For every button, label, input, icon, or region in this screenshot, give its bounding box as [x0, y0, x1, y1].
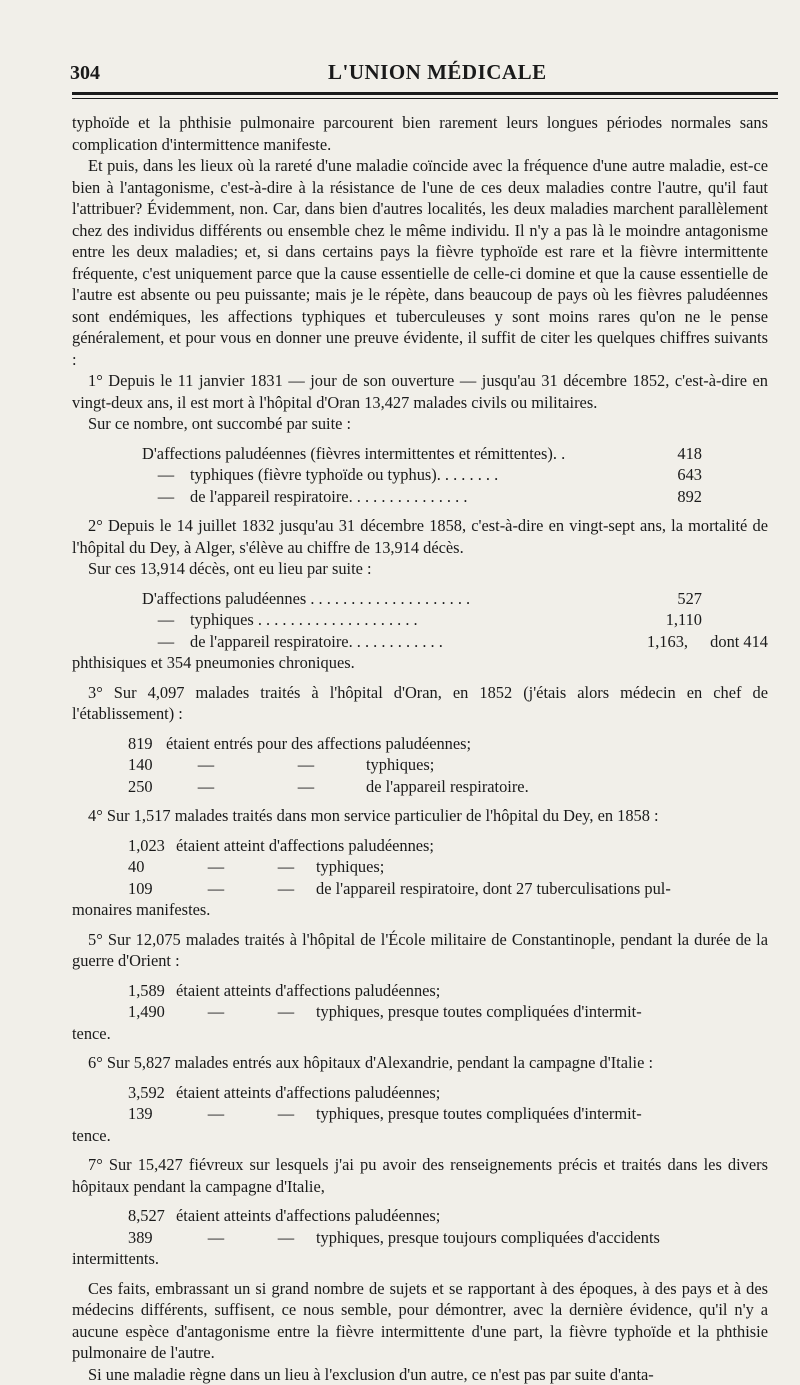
list-item: 140 — — typhiques; [128, 754, 768, 776]
header-rule-thick [72, 92, 778, 95]
paragraph: tence. [72, 1023, 768, 1045]
stat-list-4 [72, 835, 768, 900]
list-item: 109 — — de l'appareil respiratoire, dont 27 tuberculisations pul- [128, 878, 768, 900]
stat-item-2: 2° Depuis le 14 juillet 1832 jusqu'au 31 décembre 1858, c'est-à-dire en vingt-sept ans, la mortalité de l'hôpital du Dey, à Alger, s'élève au chiffre de 13,914 décès. [72, 515, 768, 558]
journal-title: L'UNION MÉDICALE [328, 60, 547, 85]
list-item: 1,589 étaient atteints d'affections paludéennes; [128, 980, 768, 1002]
list-item: — typhiques . . . . . . . . . . . . . . . . . . . . 1,110 [142, 609, 702, 631]
list-item: 1,490 — — typhiques, presque toutes compliquées d'intermit- [128, 1001, 768, 1023]
stat-list-1 [72, 443, 702, 508]
page-number: 304 [70, 62, 100, 85]
stat-item-7: 7° Sur 15,427 fiévreux sur lesquels j'ai pu avoir des renseignements précis et traités dans les divers hôpitaux pendant la campagne d'Italie, [72, 1154, 768, 1197]
stat-item-4: 4° Sur 1,517 malades traités dans mon service particulier de l'hôpital du Dey, en 1858 : [72, 805, 768, 827]
article-body [72, 112, 768, 1385]
list-item: 1,023 étaient atteint d'affections paludéennes; [128, 835, 768, 857]
list-item: — de l'appareil respiratoire. . . . . . . . . . . . . . . 892 [142, 486, 702, 508]
list-item: 3,592 étaient atteints d'affections paludéennes; [128, 1082, 768, 1104]
stat-list-5 [72, 980, 768, 1023]
paragraph: Et puis, dans les lieux où la rareté d'une maladie coïncide avec la fréquence d'une autre maladie, est-ce bien à l'antagonisme, c'est-à-dire à la résistance de l'une de ces deux maladies contre l'autre, qu'il faut l'attribuer? Évidemment, non. Car, dans bien d'autres localités, les deux maladies marchent parallèlement chez des individus différents ou ensemble chez le même individu. Il n'y a pas là le moindre antagonisme entre les deux maladies; et, si dans certains pays la fièvre typhoïde est rare et la fièvre intermittente fréquente, c'est uniquement parce que la cause essentielle de celle-ci domine et que la cause essentielle de l'autre est absente ou peu puissante; mais je le répète, dans beaucoup de pays où les fièvres paludéennes sont endémiques, les affections typhiques et tuberculeuses y sont moins rares qu'on ne le pense généralement, et pour vous en donner une preuve évidente, il suffit de citer les quelques chiffres suivants : [72, 155, 768, 370]
list-item: 250 — — de l'appareil respiratoire. [128, 776, 768, 798]
stat-item-6: 6° Sur 5,827 malades entrés aux hôpitaux d'Alexandrie, pendant la campagne d'Italie : [72, 1052, 768, 1074]
paragraph: intermittents. [72, 1248, 768, 1270]
conclusion-paragraph: Si une maladie règne dans un lieu à l'exclusion d'un autre, ce n'est pas par suite d'anta- [72, 1364, 768, 1385]
stat-list-2 [72, 588, 768, 653]
list-item: — typhiques (fièvre typhoïde ou typhus). . . . . . . . 643 [142, 464, 702, 486]
paragraph: typhoïde et la phthisie pulmonaire parcourent bien rarement leurs longues périodes normales sans complication d'intermittence manifeste. [72, 112, 768, 155]
stat-item-3: 3° Sur 4,097 malades traités à l'hôpital d'Oran, en 1852 (j'étais alors médecin en chef de l'établissement) : [72, 682, 768, 725]
list-item: 819 étaient entrés pour des affections paludéennes; [128, 733, 768, 755]
list-item: D'affections paludéennes (fièvres intermittentes et rémittentes). . 418 [142, 443, 702, 465]
list-item: — de l'appareil respiratoire. . . . . . . . . . . . 1,163, dont 414 [142, 631, 768, 653]
stat-intro: Sur ce nombre, ont succombé par suite : [72, 413, 768, 435]
running-header [70, 58, 780, 88]
header-rule-thin [72, 98, 778, 99]
paragraph: monaires manifestes. [72, 899, 768, 921]
conclusion-paragraph: Ces faits, embrassant un si grand nombre de sujets et se rapportant à des époques, à des pays et à des médecins différents, suffisent, ce nous semble, pour démontrer, avec la dernière évidence, qu'il n'y a aucune espèce d'antagonisme entre la fièvre intermittente d'une part, la fièvre typhoïde et la phthisie pulmonaire de l'autre. [72, 1278, 768, 1364]
list-item: 40 — — typhiques; [128, 856, 768, 878]
stat-list-6 [72, 1082, 768, 1125]
stat-item-5: 5° Sur 12,075 malades traités à l'hôpital de l'École militaire de Constantinople, pendant la durée de la guerre d'Orient : [72, 929, 768, 972]
paragraph: tence. [72, 1125, 768, 1147]
stat-intro: Sur ces 13,914 décès, ont eu lieu par suite : [72, 558, 768, 580]
list-item: 389 — — typhiques, presque toujours compliquées d'accidents [128, 1227, 768, 1249]
stat-item-1: 1° Depuis le 11 janvier 1831 — jour de son ouverture — jusqu'au 31 décembre 1852, c'est-à-dire en vingt-deux ans, il est mort à l'hôpital d'Oran 13,427 malades civils ou militaires. [72, 370, 768, 413]
list-item: 8,527 étaient atteints d'affections paludéennes; [128, 1205, 768, 1227]
stat-list-7 [72, 1205, 768, 1248]
list-item: D'affections paludéennes . . . . . . . . . . . . . . . . . . . . 527 [142, 588, 702, 610]
stat-list-3 [72, 733, 768, 798]
list-item: 139 — — typhiques, presque toutes compliquées d'intermit- [128, 1103, 768, 1125]
paragraph: phthisiques et 354 pneumonies chroniques. [72, 652, 768, 674]
